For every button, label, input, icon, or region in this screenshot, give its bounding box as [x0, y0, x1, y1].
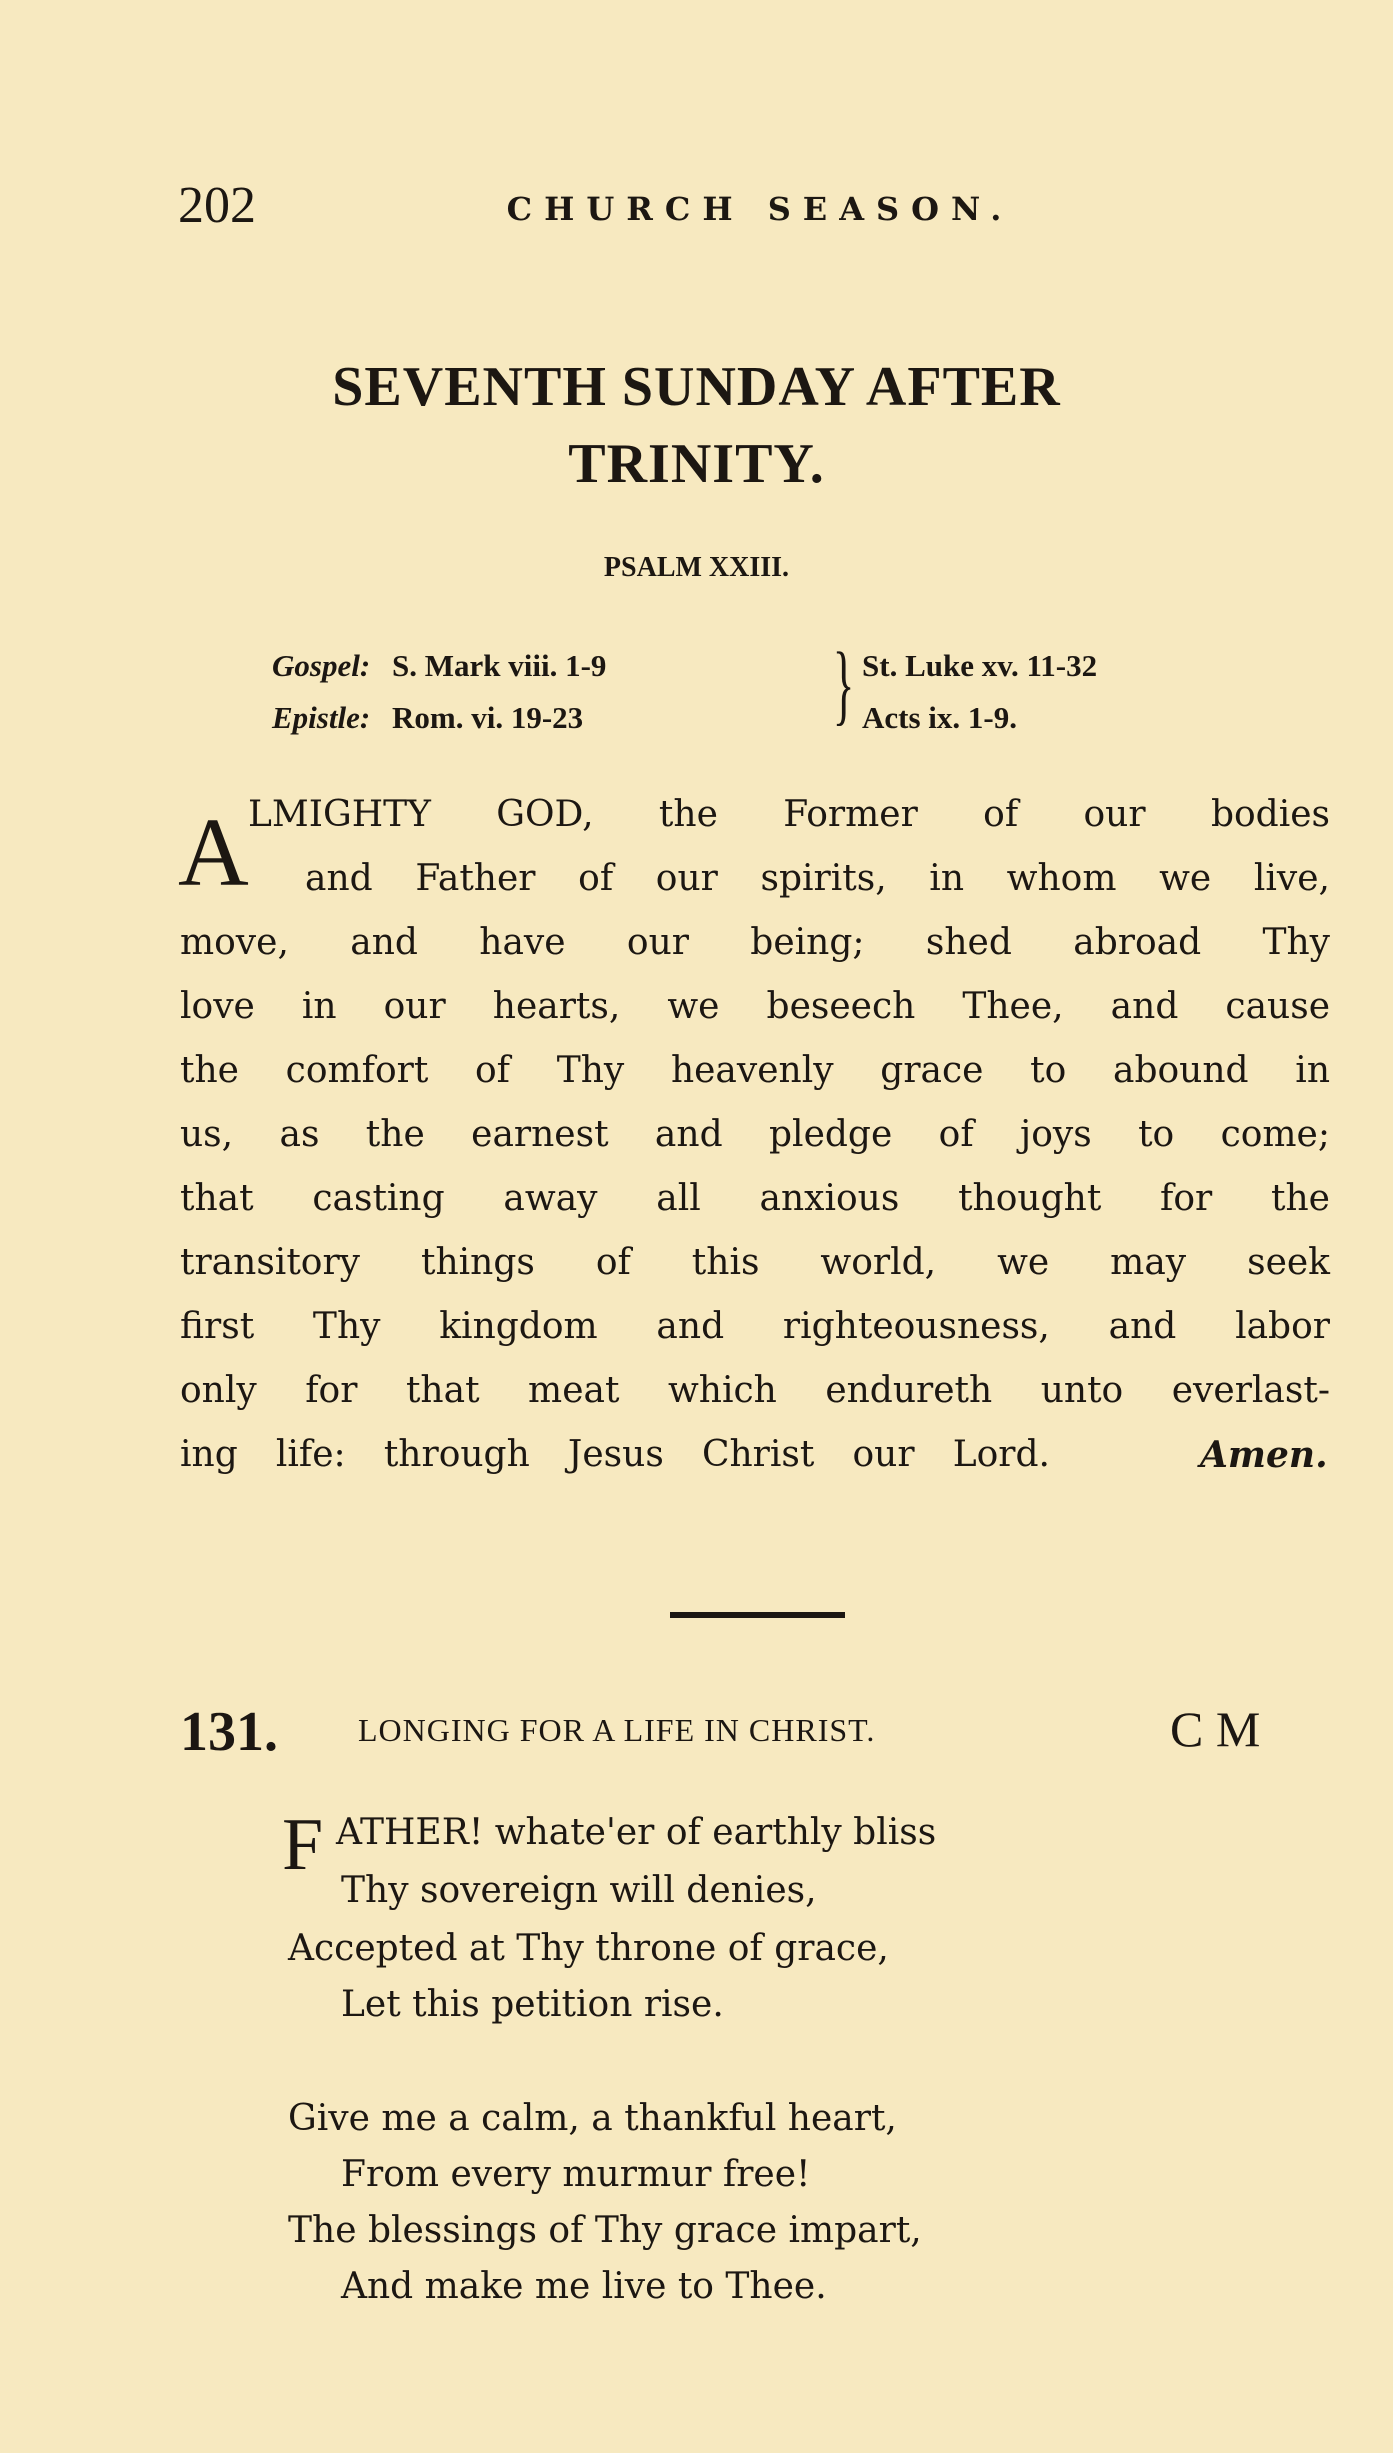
collect-line: ing life: through Jesus Christ our Lord. [180, 1434, 1050, 1475]
gospel-alt: St. Luke xv. 11-32 [862, 648, 1098, 683]
hymn-line: Accepted at Thy throne of grace, [288, 1928, 889, 1969]
hymn-line: Give me a calm, a thankful heart, [288, 2098, 897, 2139]
collect-line: and Father of our spirits, in whom we live, [305, 858, 1330, 899]
hymn-meter: C M [1170, 1701, 1261, 1757]
hymn-title: LONGING FOR A LIFE IN CHRIST. [358, 1712, 876, 1748]
gospel-label: Gospel: [272, 648, 371, 683]
hymn-line: And make me live to Thee. [341, 2266, 827, 2307]
amen: Amen. [1200, 1434, 1328, 1476]
hymn-line: Let this petition rise. [341, 1984, 724, 2025]
hymn-drop-cap: F [282, 1804, 324, 1886]
collect-line: LMIGHTY GOD, the Former of our bodies [248, 794, 1330, 835]
psalm-reference: PSALM XXIII. [603, 552, 790, 583]
hymn-line: Thy sovereign will denies, [341, 1870, 817, 1911]
epistle-ref: Rom. vi. 19-23 [392, 700, 584, 735]
collect-line: that casting away all anxious thought for the [180, 1178, 1330, 1219]
collect-line: move, and have our being; shed abroad Thy [180, 922, 1330, 963]
divider-rule [670, 1612, 845, 1618]
page-number: 202 [178, 177, 256, 234]
brace: } [832, 635, 855, 734]
collect-line: us, as the earnest and pledge of joys to come; [180, 1114, 1330, 1155]
collect-line: transitory things of this world, we may seek [180, 1242, 1330, 1283]
section-title-line1: SEVENTH SUNDAY AFTER [332, 356, 1061, 418]
collect-line: love in our hearts, we beseech Thee, and cause [180, 986, 1330, 1027]
section-title-line2: TRINITY. [568, 433, 825, 495]
drop-cap: A [178, 799, 249, 907]
hymn-line: ATHER! whate'er of earthly bliss [336, 1812, 937, 1853]
running-title: CHURCH SEASON. [506, 190, 1014, 228]
collect-line: first Thy kingdom and righteousness, and labor [180, 1306, 1330, 1347]
epistle-label: Epistle: [272, 700, 371, 735]
hymn-line: The blessings of Thy grace impart, [288, 2210, 922, 2251]
gospel-ref: S. Mark viii. 1-9 [392, 648, 607, 683]
collect-line: only for that meat which endureth unto everlast- [180, 1370, 1330, 1411]
collect-line: the comfort of Thy heavenly grace to abound in [180, 1050, 1330, 1091]
epistle-alt: Acts ix. 1-9. [862, 700, 1017, 735]
hymn-number: 131. [180, 1701, 278, 1763]
hymn-line: From every murmur free! [341, 2154, 811, 2195]
